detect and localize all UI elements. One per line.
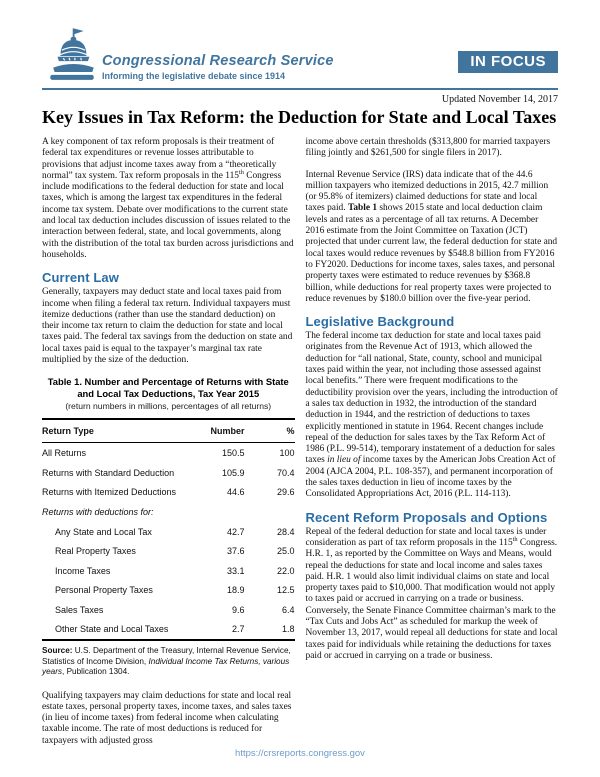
page-footer bbox=[0, 743, 600, 761]
updated-date: Updated November 14, 2017 bbox=[441, 94, 558, 105]
row-number: 42.7 bbox=[226, 526, 245, 537]
table-row bbox=[42, 581, 295, 601]
row-label: Other State and Local Taxes bbox=[55, 624, 169, 635]
row-label: Any State and Local Tax bbox=[55, 526, 152, 537]
paragraph-text: income taxes by the American Jobs Creation Act of 2004 (AJCA 2004, P.L. 108-357), and permanent incorporation of the sales taxes deduction in lieu of income taxes by the Consolidated Appropriations Act, 2016 (P.L. 114-113). bbox=[305, 455, 556, 500]
row-percent: 29.6 bbox=[276, 487, 295, 498]
in-focus-badge: IN FOCUS bbox=[458, 51, 558, 73]
intro-paragraph bbox=[42, 137, 295, 261]
row-number: 33.1 bbox=[226, 565, 245, 576]
row-label: Personal Property Taxes bbox=[55, 585, 153, 596]
row-label: Real Property Taxes bbox=[55, 546, 136, 557]
row-label: Income Taxes bbox=[55, 565, 111, 576]
table-row bbox=[42, 600, 295, 620]
paragraph-text: shows 2015 state and local deduction claim levels and rates as a percentage of all tax returns. A December 2016 estimate from the Joint Committee on Taxation (JCT) projected that under current law, the federal deduction for state and local taxes would reduce revenues by $548.8 billion from FY2016 to FY2020. Deductions for income taxes, sales taxes, and personal property taxes were estimated to reduce revenues by $368.8 billion, while deductions for real property taxes were projected to reduce revenues by $180.0 billion over the five-year period. bbox=[305, 203, 558, 304]
paragraph-text: Internal Revenue Service (IRS) data indicate that of the 44.6 million taxpayers who itemized deductions in 2015, 42.7 million (or 95.8% of itemizers) claimed deductions for state and local taxes paid. bbox=[305, 169, 549, 214]
row-number: 37.6 bbox=[226, 546, 245, 557]
table-row bbox=[42, 443, 295, 463]
table-1-block bbox=[42, 376, 295, 677]
table-row bbox=[42, 561, 295, 581]
row-percent: 1.8 bbox=[281, 624, 295, 635]
row-label: Returns with Standard Deduction bbox=[42, 467, 175, 478]
table-row bbox=[42, 541, 295, 561]
table-row bbox=[42, 620, 295, 640]
body-columns bbox=[0, 137, 600, 757]
row-number bbox=[183, 507, 245, 517]
row-percent: 25.0 bbox=[276, 546, 295, 557]
header-rule bbox=[42, 88, 558, 90]
source-label: Source: bbox=[42, 646, 73, 656]
intro-text: A key component of tax reform proposals is their treatment of federal tax expenditures or revenue losses attributable to provisions that adjust income taxes away from a “theoretically normal” tax system. Tax reform proposals in the 115 bbox=[42, 137, 277, 181]
qualifying-paragraph: Qualifying taxpayers may claim deductions for state and local real estate taxes, personal property taxes, income taxes, and sales taxes (in lieu of income taxes) from federal income when calculating taxable income. The rate of most deductions is reduced for taxpayers with adjusted gross bbox=[42, 690, 292, 746]
section-heading-current-law: Current Law bbox=[42, 270, 119, 286]
row-label: All Returns bbox=[42, 448, 87, 459]
section-heading-legislative-background: Legislative Background bbox=[305, 314, 455, 330]
table-header-row bbox=[42, 420, 295, 443]
legislative-paragraph bbox=[306, 331, 559, 500]
row-label: Returns with deductions for: bbox=[42, 506, 154, 517]
page-title: Key Issues in Tax Reform: the Deduction for State and Local Taxes bbox=[42, 107, 557, 127]
org-tagline: Informing the legislative debate since 1914 bbox=[102, 71, 286, 81]
crs-reports-link[interactable]: https://crsreports.congress.gov bbox=[235, 748, 365, 759]
column-header-percent: % bbox=[286, 426, 295, 437]
table-source-note bbox=[42, 646, 295, 677]
row-percent: 6.4 bbox=[281, 604, 295, 615]
table-1-reference: Table 1 bbox=[347, 203, 378, 214]
row-number: 105.9 bbox=[221, 467, 245, 478]
row-number: 150.5 bbox=[221, 448, 245, 459]
capitol-dome-icon bbox=[50, 27, 94, 85]
current-law-paragraph: Generally, taxpayers may deduct state and local taxes paid from income when filing a federal tax return. Individual taxpayers must itemize deductions (rather than use the standard deduction) on their income tax return to claim the deduction for state and local taxes paid. The federal tax savings from the deduction on state and local taxes paid is equal to the taxpayer’s marginal tax rate multiplied by the size of the deduction. bbox=[42, 287, 293, 366]
left-column bbox=[42, 137, 295, 757]
source-publication-title: Individual Income Tax Returns, various years bbox=[42, 656, 290, 677]
row-percent: 28.4 bbox=[276, 526, 295, 537]
row-label: Returns with Itemized Deductions bbox=[42, 487, 177, 498]
table-row bbox=[42, 502, 295, 522]
table-row bbox=[42, 463, 295, 483]
table-subtitle: (return numbers in millions, percentages of all returns) bbox=[65, 401, 272, 412]
ordinal-superscript: th bbox=[512, 535, 518, 543]
paragraph-text: Repeal of the federal deduction for state and local taxes is under consideration as part of tax reform proposals in the 115 bbox=[305, 526, 547, 548]
row-number: 9.6 bbox=[231, 604, 245, 615]
column-header-number: Number bbox=[210, 426, 245, 437]
thresholds-paragraph: income above certain thresholds ($313,800 for married taxpayers filing jointly and $261,500 for single filers in 2017). bbox=[305, 137, 551, 159]
row-percent: 100 bbox=[279, 448, 295, 459]
row-label: Sales Taxes bbox=[55, 604, 104, 615]
table-title: Table 1. Number and Percentage of Returns with State and Local Tax Deductions, Tax Year 2015 bbox=[47, 376, 289, 399]
org-name: Congressional Research Service bbox=[102, 53, 334, 69]
source-text: , Publication 1304. bbox=[62, 667, 130, 677]
crs-logo bbox=[50, 27, 334, 85]
source-text: U.S. Department of the Treasury, Internal Revenue Service, Statistics of Income Division, bbox=[42, 646, 291, 666]
document-header bbox=[0, 0, 600, 85]
reform-paragraph bbox=[306, 527, 559, 663]
section-heading-recent-reform: Recent Reform Proposals and Options bbox=[305, 509, 548, 525]
column-header-return-type: Return Type bbox=[42, 426, 94, 437]
table-row bbox=[42, 522, 295, 542]
row-percent: 22.0 bbox=[276, 565, 295, 576]
in-lieu-of-italic: in lieu of bbox=[327, 455, 361, 466]
ordinal-superscript: th bbox=[238, 168, 244, 176]
row-number: 44.6 bbox=[226, 487, 245, 498]
intro-text: Congress include modifications to the federal deduction for state and local taxes, which is among the largest tax expenditures in the federal income tax system. Debate over modifications to the current state and local tax deduction includes discussion of issues related to the interaction between federal, state, and local governments, along with the distribution of the total tax burden across jurisdictions and households. bbox=[42, 170, 294, 260]
paragraph-text: Congress. H.R. 1, as reported by the Committee on Ways and Means, would repeal the deductions for state and local income and sales taxes paid. H.R. 1 would also limit individual claims on state and local property taxes paid to $10,000. That modification would not apply to taxes paid or accrued in carrying on a trade or business. Conversely, the Senate Finance Committee chairman’s mark to the “Tax Cuts and Jobs Act” as scheduled for markup the week of November 13, 2017, would repeal all deductions for state and local taxes paid for individuals while retaining the deductions for taxes paid or accrued in carrying on a trade or business. bbox=[305, 537, 558, 661]
right-column bbox=[306, 137, 559, 757]
row-percent: 70.4 bbox=[276, 467, 295, 478]
row-percent bbox=[245, 507, 295, 517]
table-row bbox=[42, 483, 295, 503]
row-percent: 12.5 bbox=[276, 585, 295, 596]
crs-logo-text bbox=[102, 54, 334, 85]
irs-data-paragraph bbox=[306, 170, 559, 306]
row-number: 2.7 bbox=[231, 624, 245, 635]
table-1 bbox=[42, 418, 295, 641]
paragraph-text: The federal income tax deduction for state and local taxes paid originates from the Revenue Act of 1913, which allowed the deduction for “all national, State, county, school and municipal taxes paid within the year, not including those assessed against local benefits.” There were frequent modifications to the deductibility provision over the years, including the introduction of a sales tax deduction in 1932, the introduction of the standard deduction in 1944, and the restriction of deductions to taxes explicitly mentioned in statute in 1964. Recent changes include repeal of the deduction for sales taxes by the Tax Reform Act of 1986 (P.L. 99-514), temporary instatement of a deduction for sales taxes bbox=[305, 331, 558, 466]
row-number: 18.9 bbox=[226, 585, 245, 596]
